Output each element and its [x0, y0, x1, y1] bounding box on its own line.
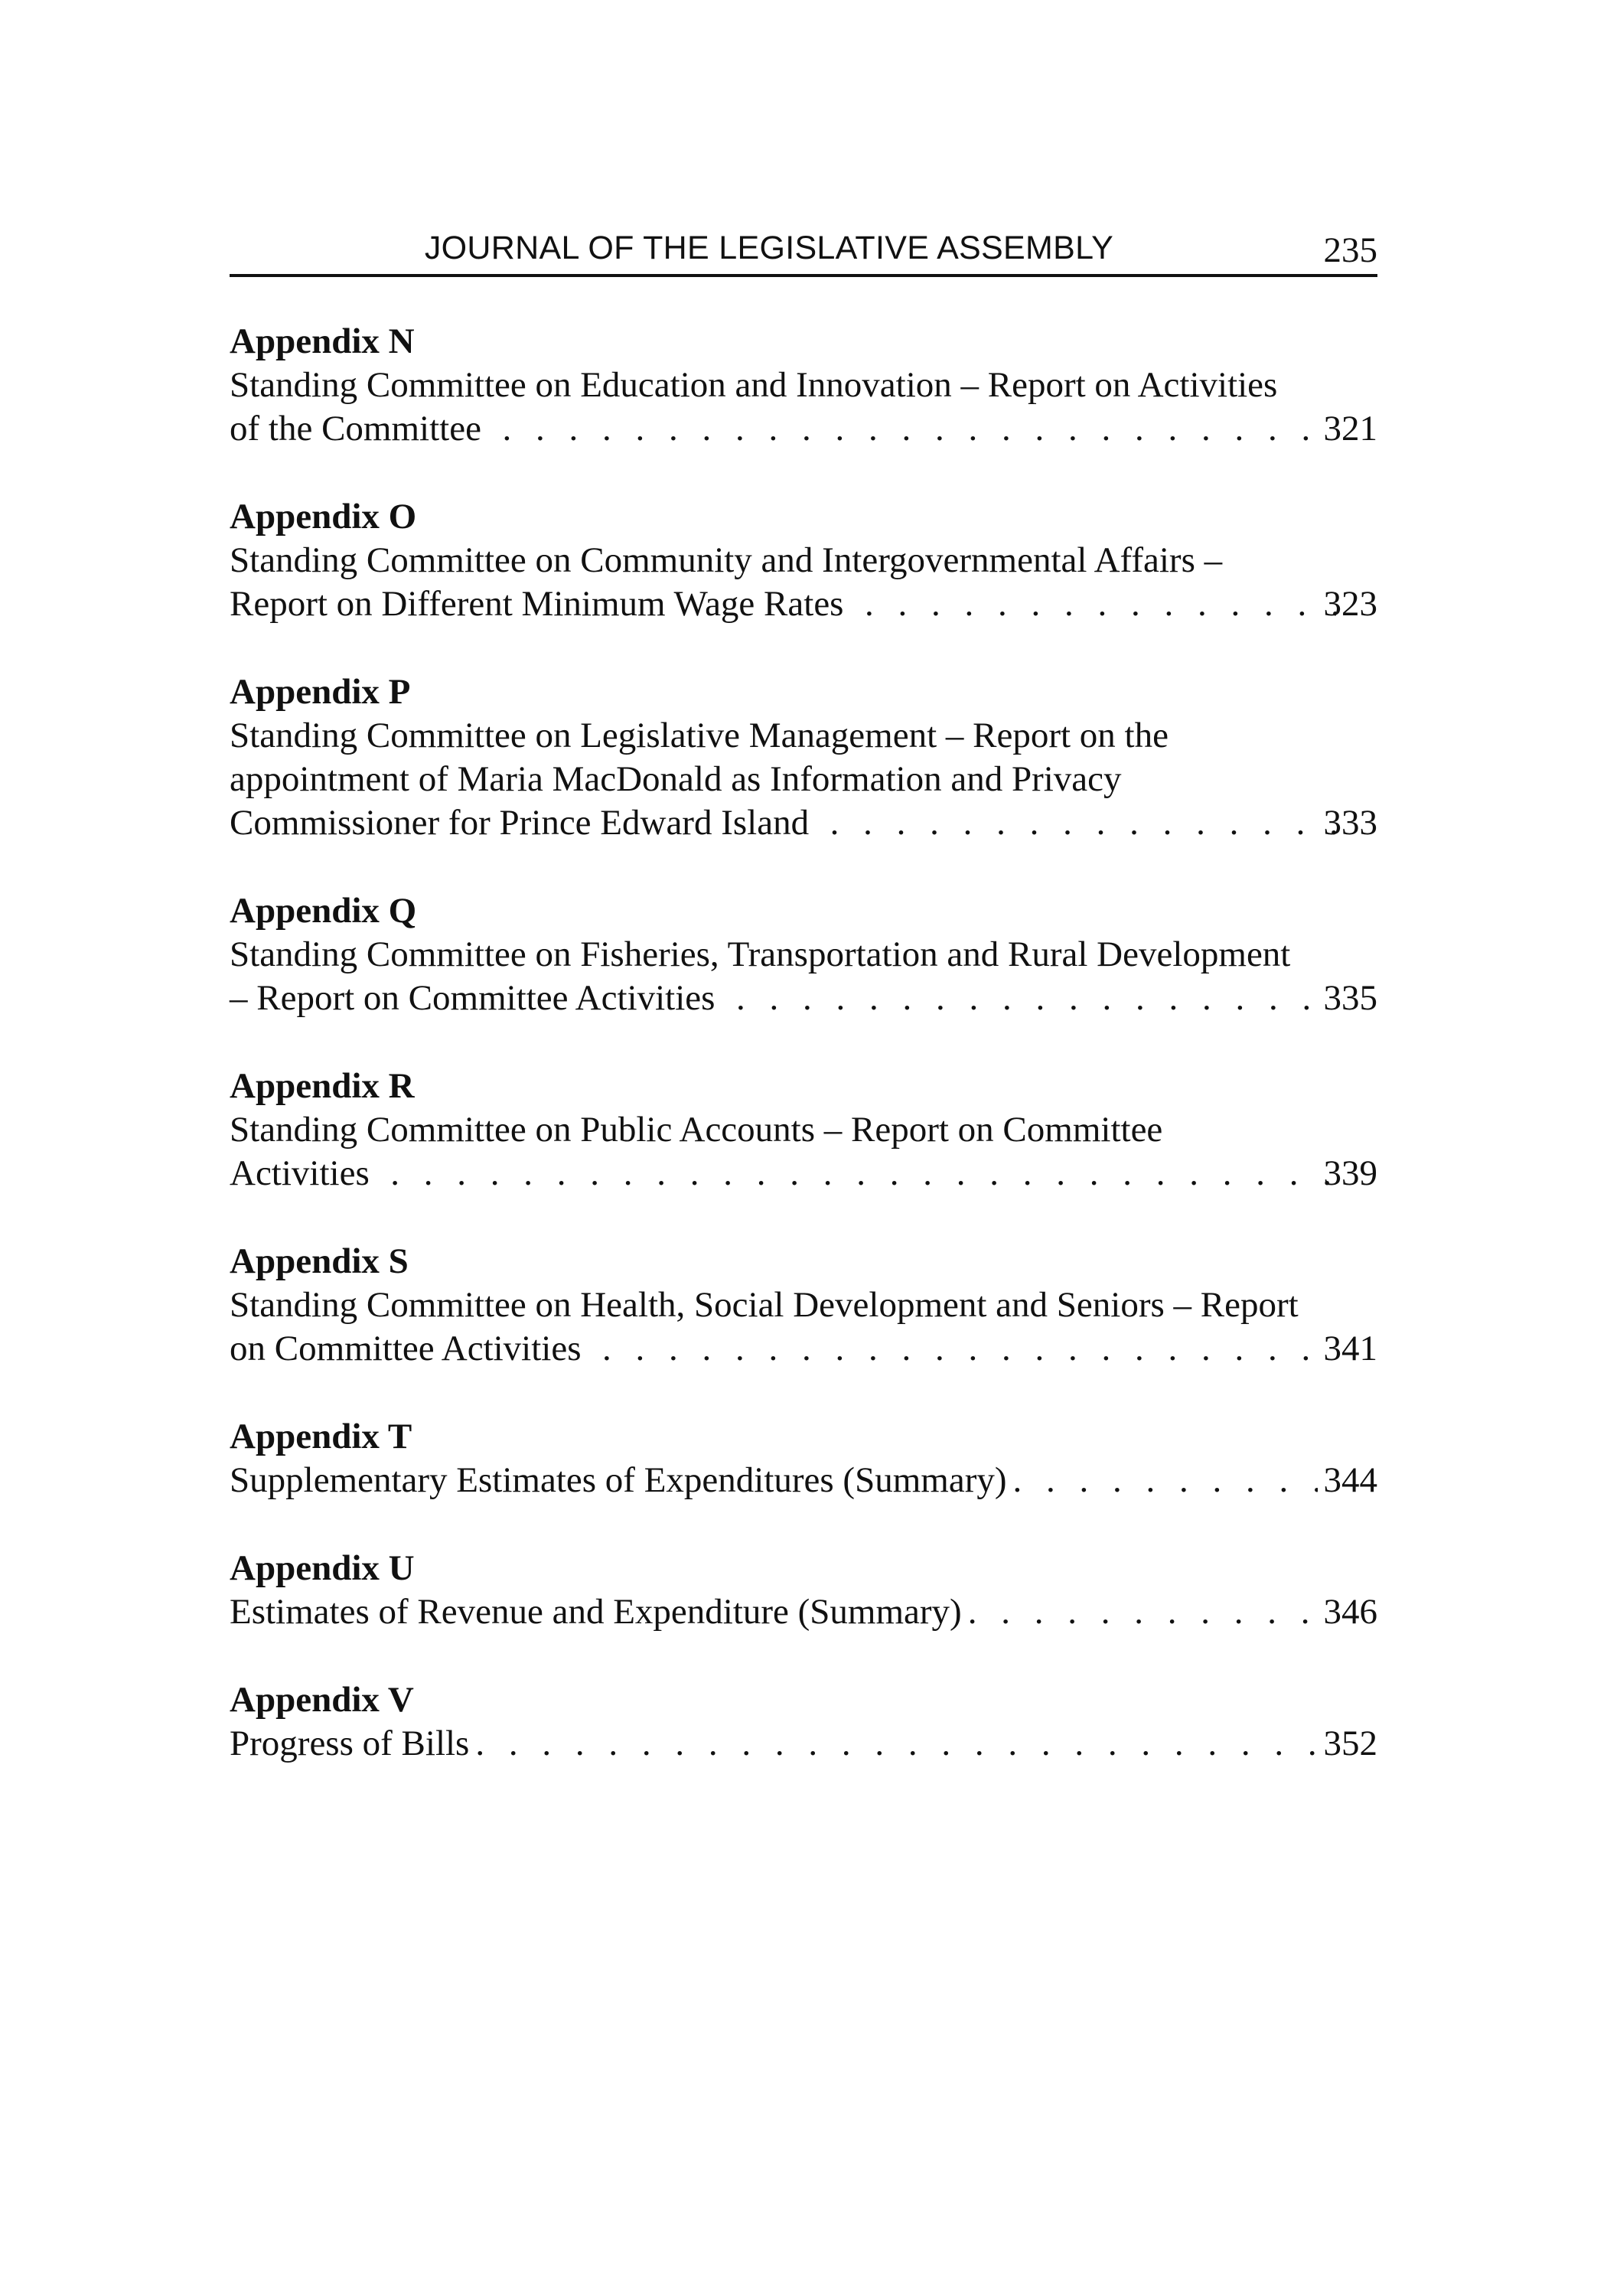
appendix-title: [230, 1459, 1377, 1502]
appendix-heading: Appendix U: [230, 1548, 415, 1588]
appendix-list: [230, 320, 1377, 1810]
title-last-line: Commissioner for Prince Edward Island: [230, 803, 810, 843]
title-last-line: – Report on Committee Activities: [230, 978, 715, 1018]
page-reference: 341: [1323, 1329, 1377, 1368]
title-last-line: Activities: [230, 1153, 370, 1193]
title-line: Standing Committee on Health, Social Development and Seniors – Report: [230, 1285, 1299, 1325]
dot-leader: [968, 1590, 1318, 1634]
appendix-heading: Appendix O: [230, 497, 417, 536]
page-reference: 346: [1323, 1592, 1377, 1632]
page-number: 235: [1323, 230, 1377, 270]
title-line: Standing Committee on Community and Intergovernmental Affairs –: [230, 540, 1223, 580]
appendix-heading: Appendix V: [230, 1680, 414, 1720]
appendix-title: [230, 1283, 1377, 1371]
title-last-line: Progress of Bills: [230, 1724, 470, 1763]
toc-line: [230, 1152, 1377, 1195]
appendix-entry: [230, 1678, 1377, 1810]
appendix-title: [230, 1722, 1377, 1766]
appendix-heading: Appendix N: [230, 321, 415, 361]
page-reference: 323: [1323, 584, 1377, 624]
running-head: JOURNAL OF THE LEGISLATIVE ASSEMBLY: [424, 230, 1114, 266]
toc-line: [230, 1459, 1377, 1502]
appendix-entry: [230, 320, 1377, 495]
toc-line: [230, 977, 1377, 1020]
toc-line: [230, 582, 1377, 626]
appendix-heading: Appendix P: [230, 672, 411, 712]
appendix-heading: Appendix R: [230, 1066, 415, 1106]
appendix-entry: [230, 1065, 1377, 1240]
appendix-entry: [230, 1415, 1377, 1547]
page-header: [230, 227, 1377, 277]
dot-leader: [487, 407, 1336, 451]
title-last-line: Estimates of Revenue and Expenditure (Summary): [230, 1592, 962, 1632]
appendix-entry: [230, 670, 1377, 889]
appendix-title: [230, 539, 1377, 626]
title-last-line: on Committee Activities: [230, 1329, 582, 1368]
title-last-line: Report on Different Minimum Wage Rates: [230, 584, 844, 624]
dot-leader: [849, 582, 1335, 626]
page-reference: 333: [1323, 803, 1377, 843]
dot-leader: [588, 1327, 1336, 1371]
toc-line: [230, 1327, 1377, 1371]
toc-line: [230, 801, 1377, 845]
appendix-entry: [230, 1547, 1377, 1678]
dot-leader: [376, 1152, 1336, 1195]
title-line: appointment of Maria MacDonald as Information and Privacy: [230, 759, 1122, 799]
toc-line: [230, 1590, 1377, 1634]
appendix-heading: Appendix S: [230, 1241, 409, 1281]
appendix-title: [230, 714, 1377, 845]
title-line: Standing Committee on Public Accounts – Report on Committee: [230, 1110, 1163, 1150]
toc-line: [230, 407, 1377, 451]
title-line: Standing Committee on Education and Innovation – Report on Activities: [230, 365, 1278, 405]
appendix-heading: Appendix Q: [230, 891, 417, 931]
appendix-entry: [230, 1240, 1377, 1415]
dot-leader: [721, 977, 1335, 1020]
page-reference: 352: [1323, 1724, 1377, 1763]
appendix-entry: [230, 495, 1377, 670]
title-last-line: of the Committee: [230, 409, 481, 448]
page-reference: 335: [1323, 978, 1377, 1018]
appendix-entry: [230, 889, 1377, 1065]
toc-line: [230, 1722, 1377, 1766]
appendix-title: [230, 1590, 1377, 1634]
dot-leader: [1013, 1459, 1318, 1502]
dot-leader: [475, 1722, 1317, 1766]
dot-leader: [815, 801, 1335, 845]
appendix-heading: Appendix T: [230, 1417, 412, 1456]
page-reference: 344: [1323, 1460, 1377, 1500]
title-last-line: Supplementary Estimates of Expenditures (Summary): [230, 1460, 1007, 1500]
page-reference: 321: [1323, 409, 1377, 448]
page-reference: 339: [1323, 1153, 1377, 1193]
appendix-title: [230, 364, 1377, 451]
title-line: Standing Committee on Legislative Management – Report on the: [230, 716, 1169, 755]
title-line: Standing Committee on Fisheries, Transportation and Rural Development: [230, 934, 1291, 974]
appendix-title: [230, 1108, 1377, 1195]
appendix-title: [230, 933, 1377, 1020]
